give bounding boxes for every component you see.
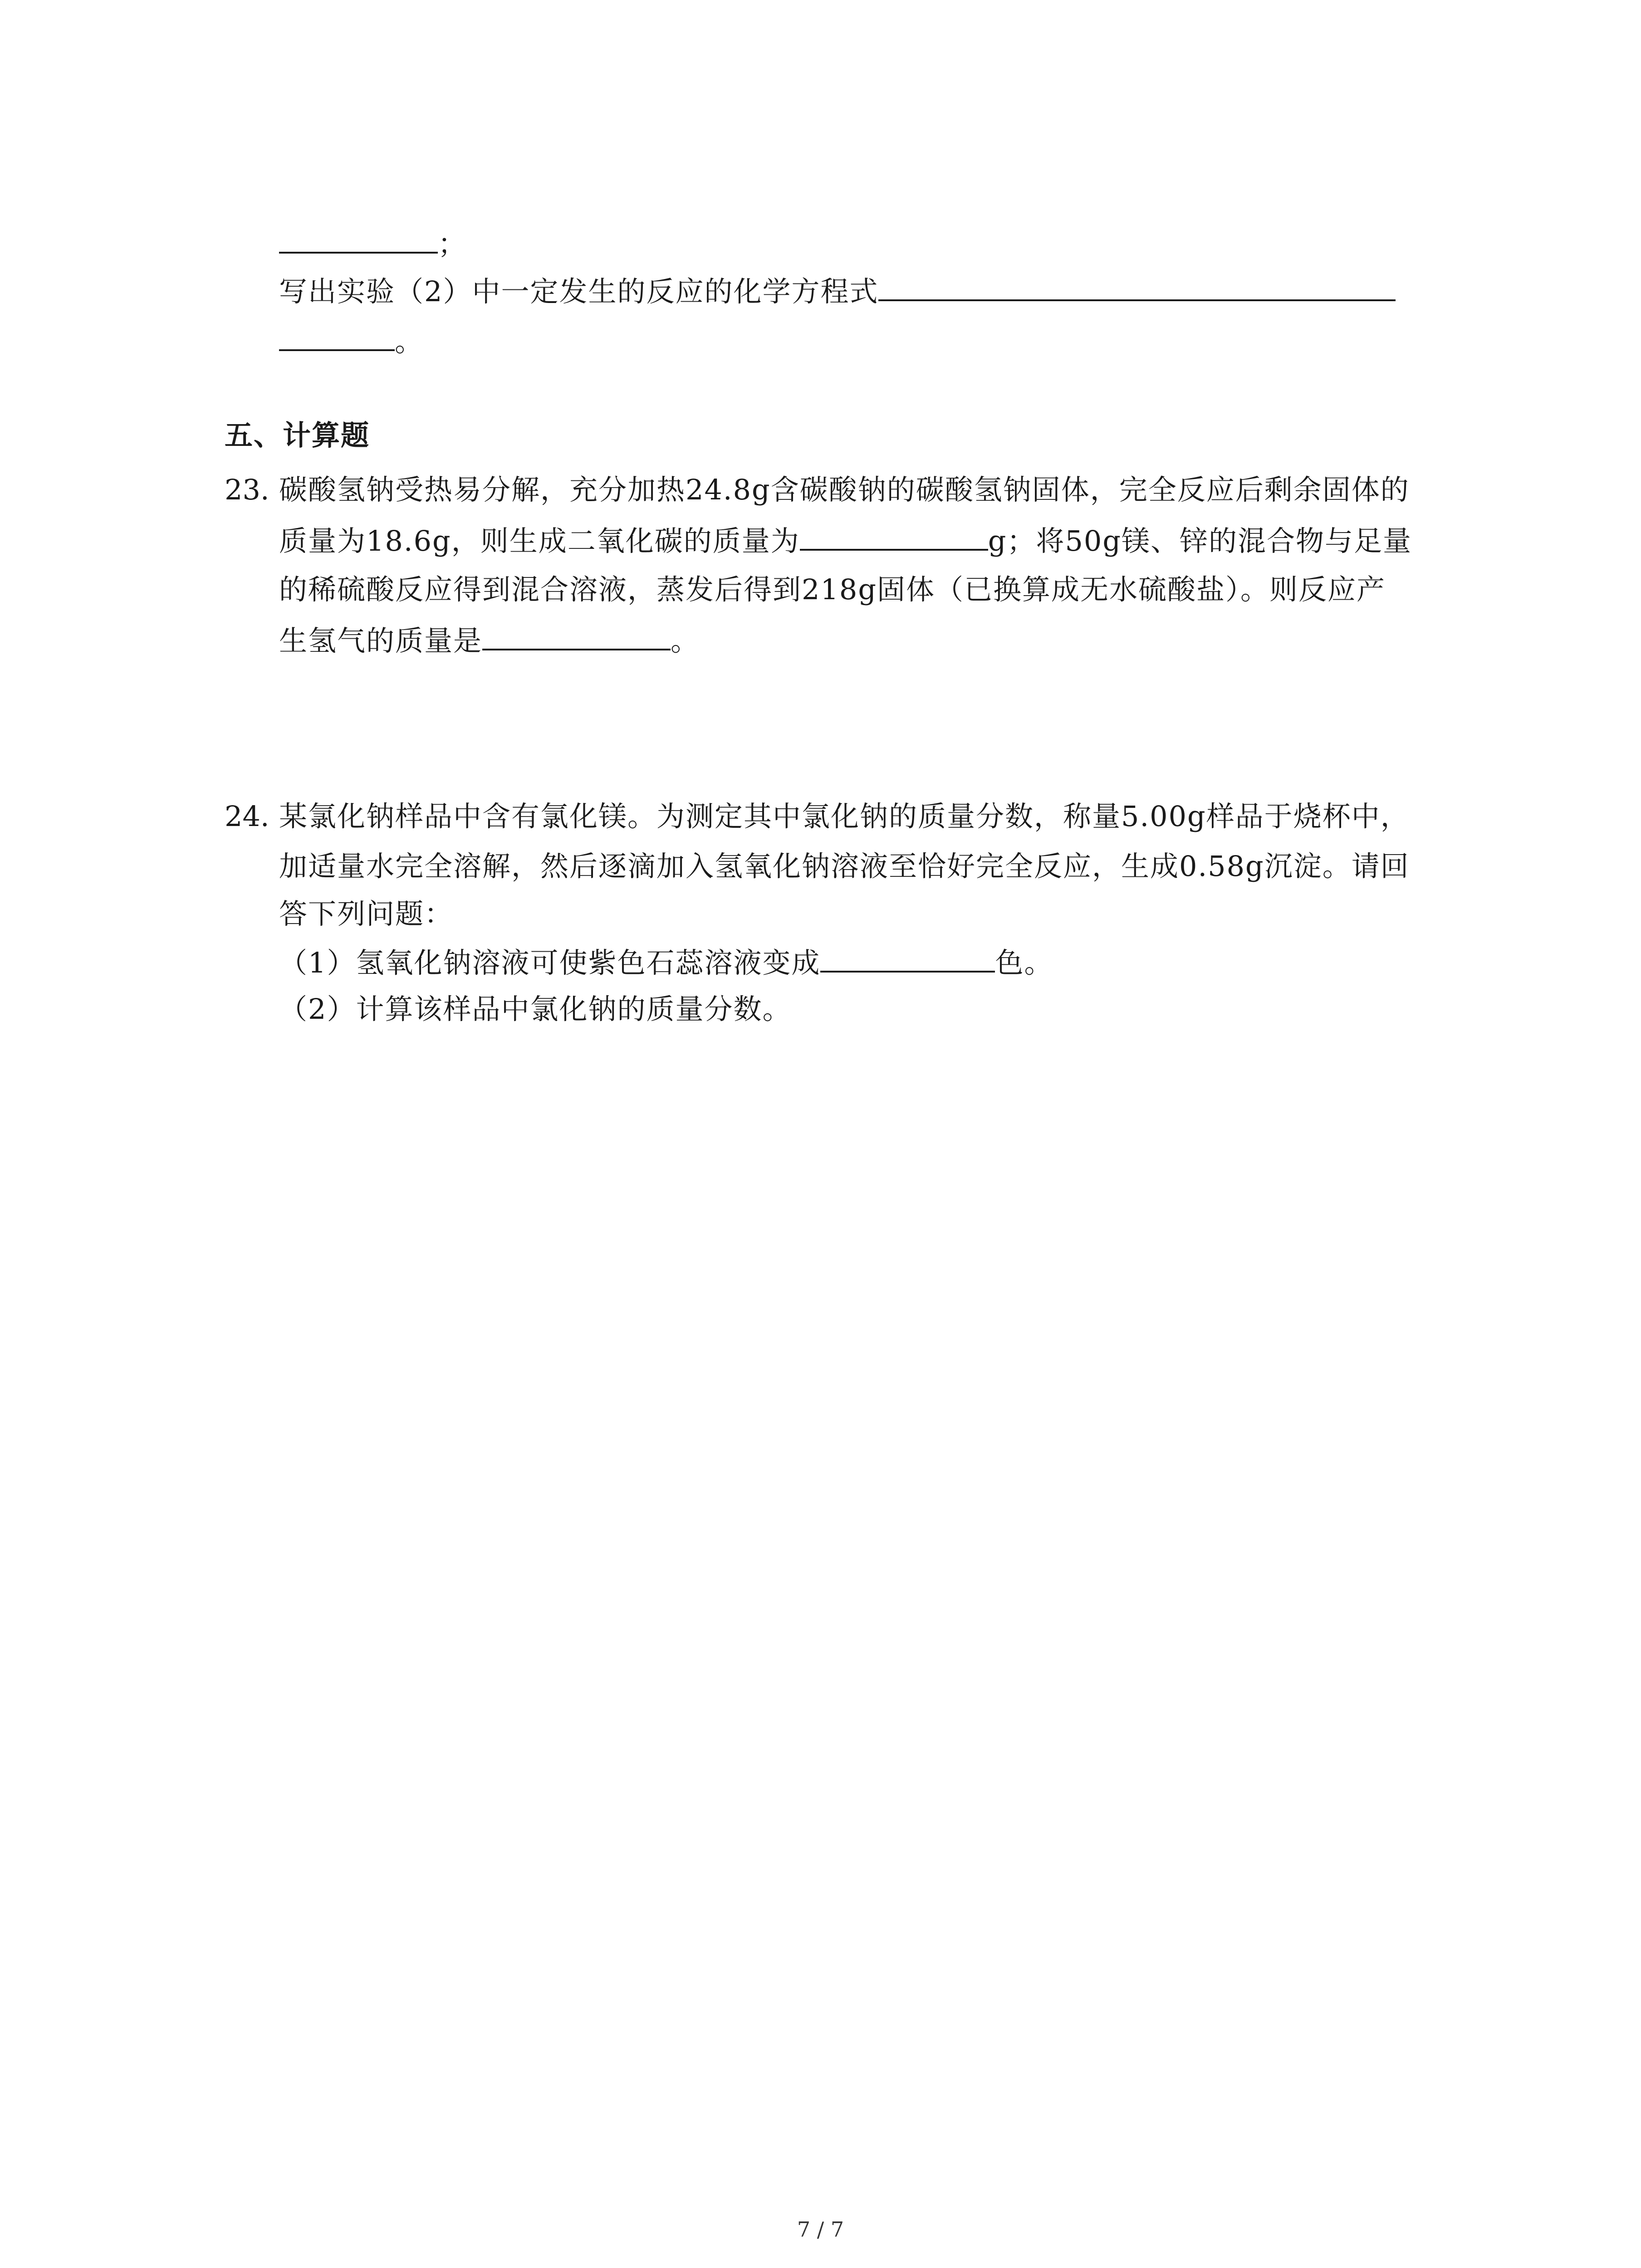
q23-line-4: 生氢气的质量是 。 [279,621,700,659]
answer-blank[interactable] [279,322,395,351]
continuation-line-3: 。 [279,322,424,360]
answer-blank[interactable] [878,272,1396,301]
answer-blank[interactable] [820,943,995,973]
q23-line-1: 碳酸氢钠受热易分解，充分加热24.8g含碳酸钠的碳酸氢钠固体，完全反应后剩余固体的 [279,473,1410,506]
page-number: 7 / 7 [797,2217,844,2242]
section-heading: 五、计算题 [225,419,370,452]
answer-blank[interactable] [482,621,671,650]
q24-line-1: 某氯化钠样品中含有氯化镁。为测定其中氯化钠的质量分数，称量5.00g样品于烧杯中， [279,800,1410,833]
question-number: 23. [225,473,269,506]
q23-line-2: 质量为18.6g，则生成二氧化碳的质量为 g；将50g镁、锌的混合物与足量 [279,522,1412,559]
answer-blank[interactable] [800,522,988,551]
q24-line-3: 答下列问题： [279,897,454,930]
q24-sub-question-1: （1）氢氧化钠溶液可使紫色石蕊溶液变成 色。 [279,943,1053,981]
q23-line-3: 的稀硫酸反应得到混合溶液，蒸发后得到218g固体（已换算成无水硫酸盐）。则反应产 [279,573,1386,606]
continuation-line-2: 写出实验（2）中一定发生的反应的化学方程式 [279,272,1396,310]
answer-blank[interactable] [279,225,438,254]
q24-sub-question-2: （2）计算该样品中氯化钠的质量分数。 [279,992,792,1026]
question-number: 24. [225,800,269,833]
continuation-line-1: ； [279,225,467,262]
q24-line-2: 加适量水完全溶解，然后逐滴加入氢氧化钠溶液至恰好完全反应，生成0.58g沉淀。请回 [279,850,1410,883]
